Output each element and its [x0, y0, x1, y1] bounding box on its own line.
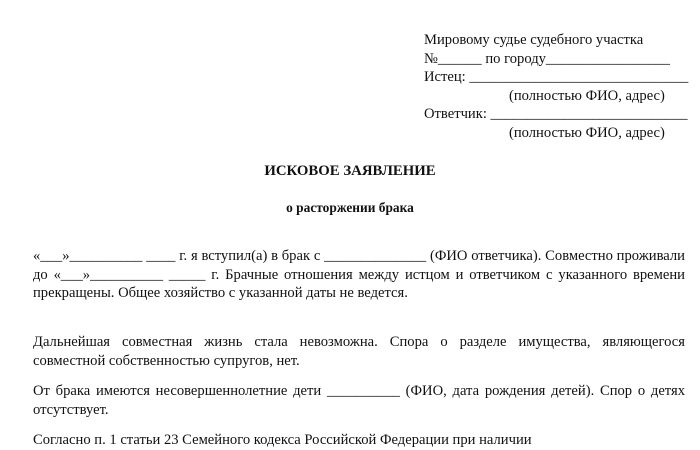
- addressee-block: [424, 31, 689, 142]
- defendant-line: Ответчик: ___________________________: [424, 106, 688, 122]
- paragraph-cohabitation: Дальнейшая совместная жизнь стала невозможна. Спора о разделе имущества, являющегося совместной собственностью супругов, нет.: [33, 334, 685, 369]
- document-title: ИСКОВОЕ ЗАЯВЛЕНИЕ: [264, 163, 436, 179]
- defendant-hint: (полностью ФИО, адрес): [509, 124, 665, 141]
- paragraph-legal-basis: Согласно п. 1 статьи 23 Семейного кодекса Российской Федерации при наличии: [33, 432, 532, 448]
- addressee-line: Мировому судье судебного участка: [424, 32, 644, 48]
- paragraph-children: От брака имеются несовершеннолетние дети __________ (ФИО, дата рождения детей). Спор о детях отсутствует.: [33, 383, 685, 418]
- court-number-line: №______ по городу_________________: [424, 50, 670, 67]
- document-subtitle: о расторжении брака: [286, 200, 414, 215]
- plaintiff-line: Истец: ______________________________: [424, 69, 689, 85]
- paragraph-marriage: «___»__________ ____ г. я вступил(а) в брак с ______________ (ФИО ответчика). Совместно проживали до «___»__________ _____ г. Брачные отношения между истцом и ответчиком с указанного времени прекращены. Общее хозяйство с указанной даты не ведется.: [33, 248, 685, 302]
- plaintiff-hint: (полностью ФИО, адрес): [509, 87, 665, 104]
